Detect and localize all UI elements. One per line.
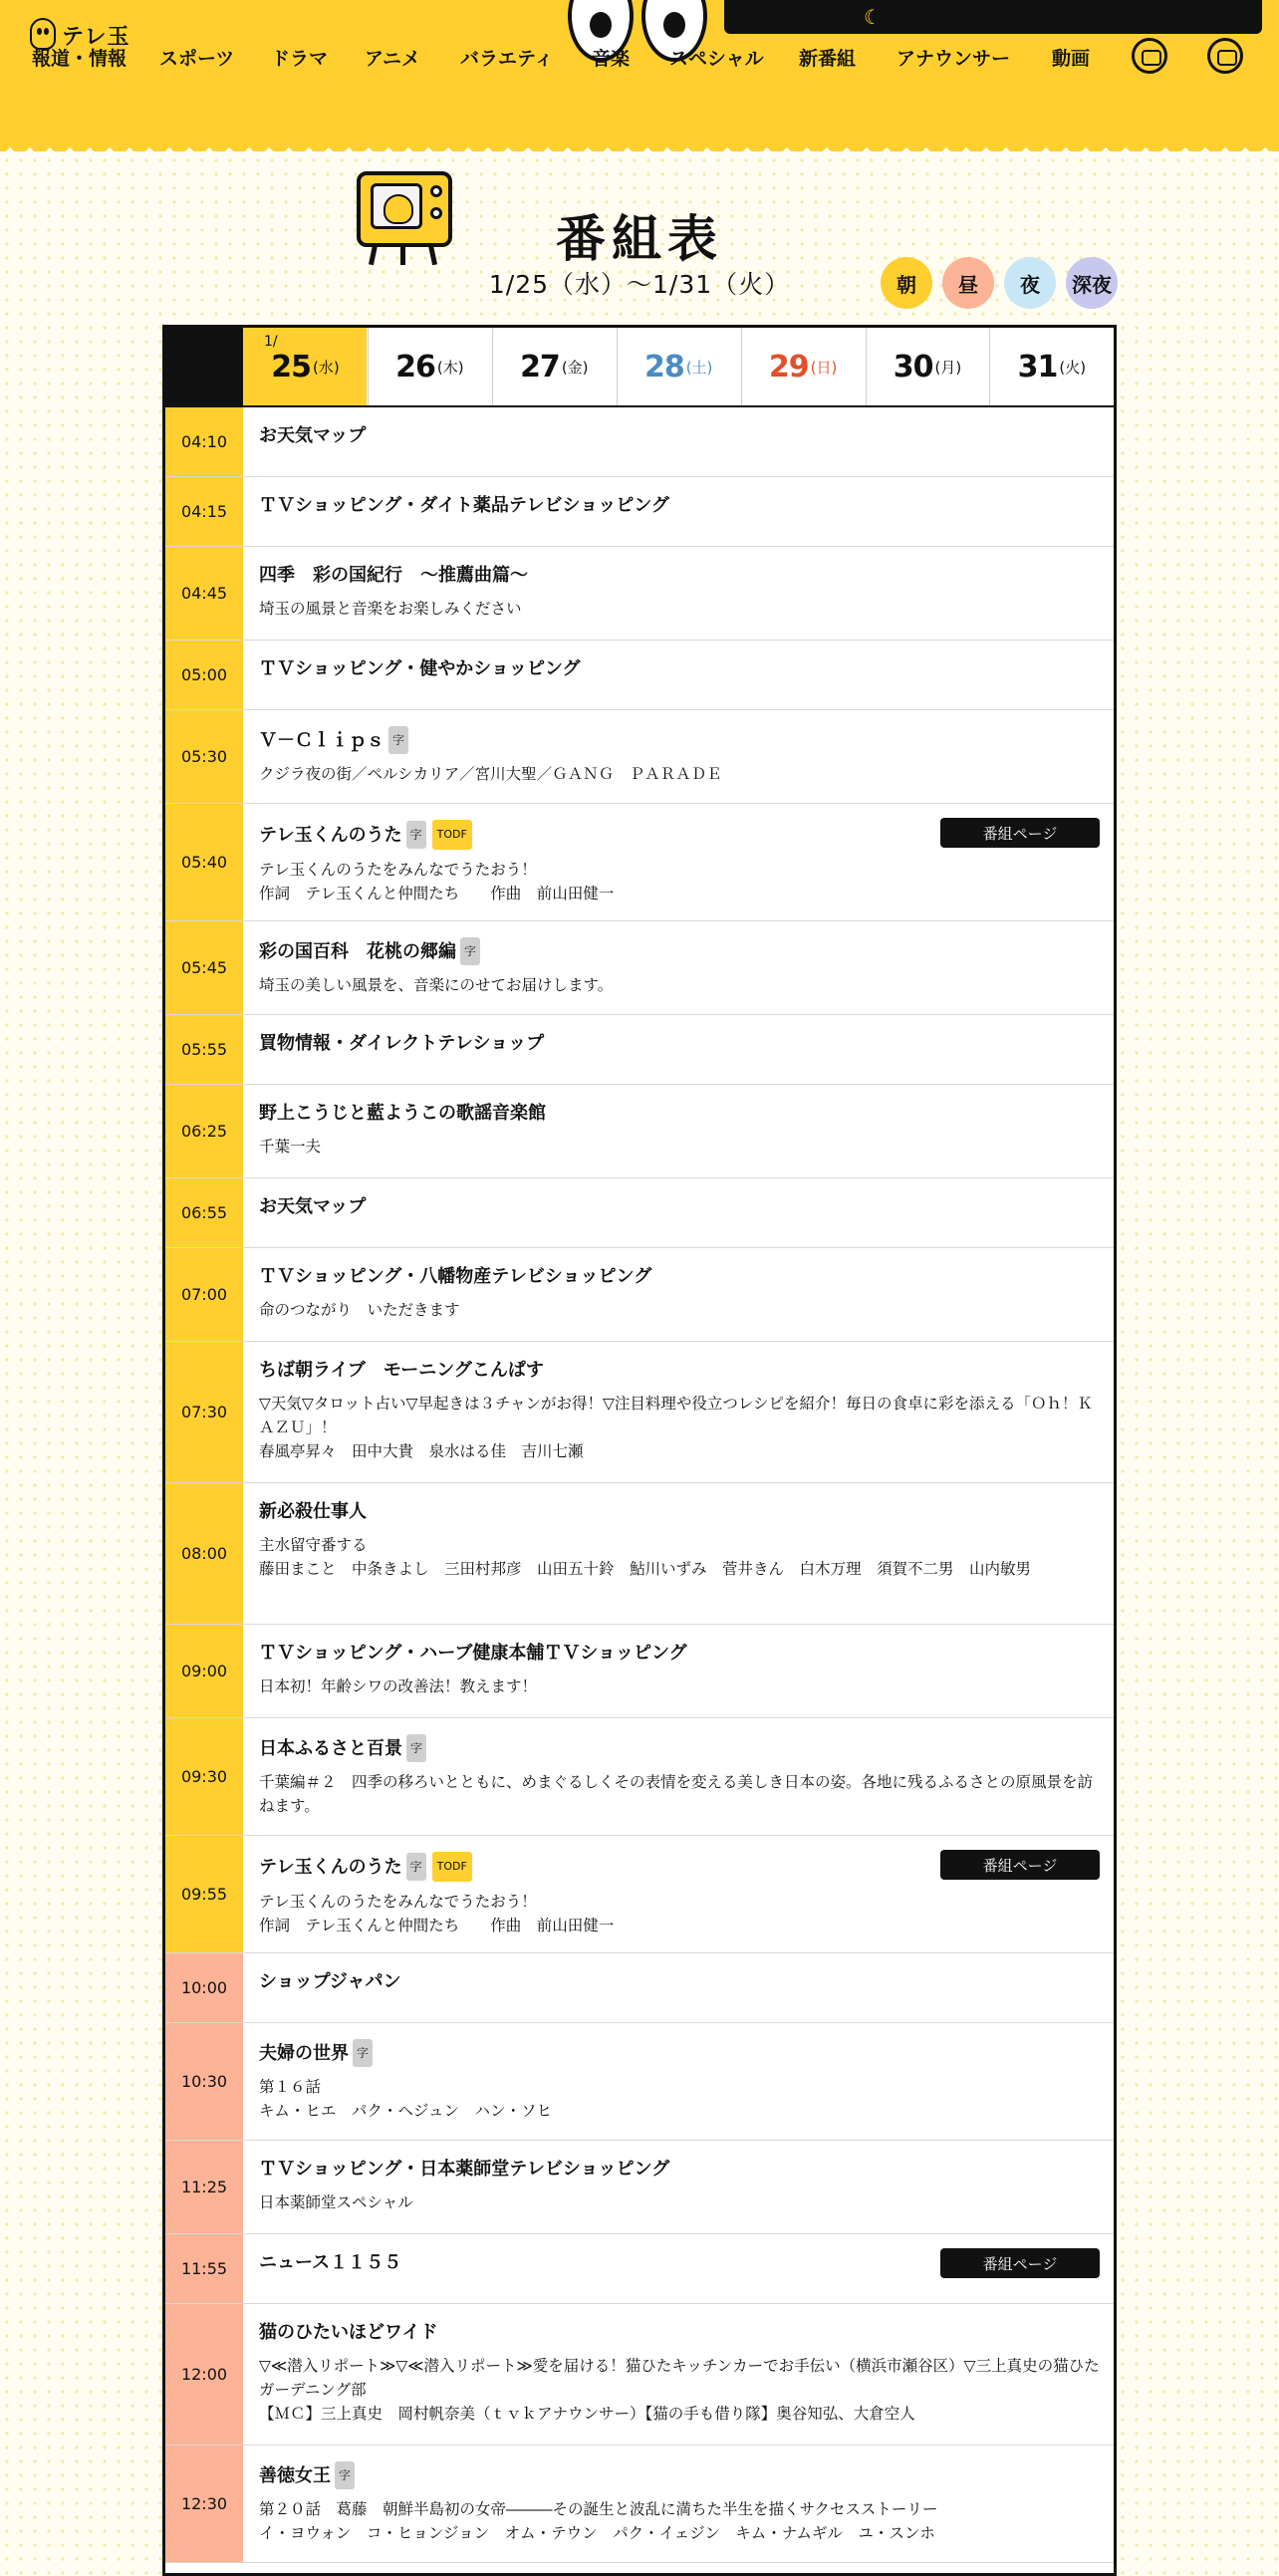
- day-month: 1/: [264, 334, 278, 350]
- program-body: [259, 423, 1100, 449]
- program-row[interactable]: [165, 2234, 1114, 2304]
- program-title-line: [259, 2039, 1100, 2067]
- main-nav: [0, 44, 1279, 74]
- program-body: [259, 2039, 1100, 2123]
- day-number: 30: [893, 349, 933, 385]
- program-title-line: [259, 1499, 1100, 1525]
- program-row[interactable]: [165, 407, 1114, 477]
- mascot-app-icon[interactable]: [1207, 38, 1243, 74]
- program-title[interactable]: 夫婦の世界: [259, 2043, 349, 2064]
- program-time: 11:25: [165, 2141, 243, 2233]
- program-body: [259, 2461, 1100, 2545]
- program-title-line: [259, 2320, 1100, 2346]
- program-body: [259, 1358, 1100, 1463]
- day-weekday: (日): [810, 358, 838, 377]
- nav-announcers[interactable]: アナウンサー: [896, 48, 1011, 70]
- program-description: [259, 2075, 1100, 2123]
- program-title[interactable]: ショップジャパン: [259, 1971, 401, 1992]
- program-row[interactable]: [165, 477, 1114, 547]
- program-time: 11:55: [165, 2234, 243, 2303]
- filter-morning-button[interactable]: 朝: [881, 257, 932, 309]
- program-description-line: 藤田まこと 中条きよし 三田村邦彦 山田五十鈴 鮎川いずみ 菅井きん 白木万理 須賀不二男 山内敏男: [259, 1560, 1032, 1578]
- program-title[interactable]: 四季 彩の国紀行 ～推薦曲篇～: [259, 565, 528, 586]
- program-description-line: 【ＭＣ】三上真史 岡村帆奈美（ｔｖｋアナウンサー）【猫の手も借り隊】奥谷知弘、大倉空人: [259, 2405, 915, 2423]
- program-description: [259, 1890, 1100, 1937]
- program-title[interactable]: ちば朝ライブ モーニングこんぱす: [259, 1360, 544, 1381]
- program-time: 12:30: [165, 2446, 243, 2562]
- program-title-line: [259, 2461, 1100, 2489]
- program-body: [259, 1194, 1100, 1220]
- program-title[interactable]: ＴＶショッピング・ダイト薬品テレビショッピング: [259, 495, 669, 516]
- program-time: 05:55: [165, 1015, 243, 1084]
- nav-drama[interactable]: ドラマ: [271, 48, 329, 70]
- program-title[interactable]: ニュース１１５５: [259, 2252, 402, 2273]
- program-description: [259, 1135, 1100, 1159]
- program-title[interactable]: ＴＶショッピング・日本薬師堂テレビショッピング: [259, 2159, 670, 2180]
- mode-toggle-bar[interactable]: [724, 0, 1262, 34]
- day-weekday: (木): [436, 358, 464, 377]
- site-header: [0, 0, 1279, 139]
- logo-text: テレ玉: [62, 25, 130, 50]
- day-tabs: [165, 328, 1114, 407]
- program-title-line: [259, 1641, 1100, 1667]
- program-description: [259, 1298, 1100, 1322]
- program-body: [259, 493, 1100, 519]
- program-title[interactable]: 買物情報・ダイレクトテレショップ: [259, 1033, 545, 1054]
- filter-evening-button[interactable]: 夜: [1004, 257, 1056, 309]
- program-row[interactable]: [165, 1625, 1114, 1718]
- program-description-line: 千葉編＃２ 四季の移ろいとともに、めまぐるしくその表情を変える美しき日本の姿。各地に残るふるさとの原風景を訪ねます。: [259, 1773, 1094, 1815]
- program-body: [259, 2320, 1100, 2426]
- day-tabs-corner: [165, 328, 243, 405]
- program-body: [259, 1641, 1100, 1698]
- program-body: [259, 1264, 1100, 1322]
- program-body: [259, 1101, 1100, 1159]
- day-tab-25[interactable]: [243, 328, 367, 405]
- program-title[interactable]: Ｖ－Ｃｌｉｐｓ: [259, 730, 384, 751]
- program-time: 10:00: [165, 1953, 243, 2022]
- program-description-line: 千葉一夫: [259, 1138, 322, 1156]
- day-number: 27: [520, 349, 560, 385]
- program-title-line: [259, 2157, 1100, 2183]
- program-description-line: 第１６話: [259, 2078, 322, 2096]
- nav-music[interactable]: 音楽: [592, 48, 631, 70]
- program-time: 09:00: [165, 1625, 243, 1717]
- day-weekday: (水): [313, 358, 340, 377]
- day-tab-28[interactable]: [617, 328, 740, 405]
- program-title[interactable]: テレ玉くんのうた: [259, 825, 402, 846]
- program-row[interactable]: [165, 1718, 1114, 1836]
- program-time: 06:55: [165, 1178, 243, 1247]
- program-time: 05:45: [165, 921, 243, 1014]
- day-tab-26[interactable]: [368, 328, 491, 405]
- program-title[interactable]: ＴＶショッピング・ハーブ健康本舗ＴＶショッピング: [259, 1643, 687, 1664]
- subtitle-badge: 字: [406, 1734, 426, 1762]
- program-page-button[interactable]: 番組ページ: [940, 818, 1100, 848]
- program-page-button[interactable]: 番組ページ: [940, 2248, 1100, 2278]
- day-number: 25: [271, 349, 312, 385]
- program-title-line: [259, 1734, 1100, 1762]
- program-description-line: 主水留守番する: [259, 1536, 368, 1554]
- program-title-line: [259, 1358, 1100, 1384]
- nav-special[interactable]: スペシャル: [669, 48, 764, 70]
- program-title-line: [259, 1264, 1100, 1290]
- day-tab-30[interactable]: [866, 328, 989, 405]
- program-body: [259, 1969, 1100, 1995]
- program-body: [259, 656, 1100, 682]
- program-description-line: テレ玉くんのうたをみんなでうたおう！: [259, 861, 537, 879]
- program-title[interactable]: 新必殺仕事人: [259, 1501, 367, 1522]
- program-description-line: イ・ヨウォン コ・ヒョンジョン オム・テウン パク・イェジン キム・ナムギル ユ・スンホ: [259, 2524, 935, 2542]
- program-body: [259, 1499, 1100, 1581]
- program-description: [259, 2190, 1100, 2214]
- day-number: 31: [1017, 349, 1058, 385]
- program-title[interactable]: 日本ふるさと百景: [259, 1738, 402, 1759]
- day-weekday: (金): [561, 358, 589, 377]
- program-description: [259, 2497, 1100, 2545]
- program-description-line: 作詞 テレ玉くんと仲間たち 作曲 前山田健一: [259, 885, 615, 902]
- subtitle-badge: 字: [388, 726, 408, 754]
- program-description-line: 第２０話 葛藤 朝鮮半島初の女帝―――その誕生と波乱に満ちた半生を描くサクセスストーリー: [259, 2500, 938, 2518]
- program-row[interactable]: [165, 1953, 1114, 2023]
- program-title-line: [259, 1194, 1100, 1220]
- day-weekday: (火): [1059, 358, 1087, 377]
- program-row[interactable]: [165, 804, 1114, 921]
- program-title-line: [259, 493, 1100, 519]
- program-row[interactable]: [165, 1483, 1114, 1625]
- program-body: [259, 937, 1100, 997]
- nav-anime[interactable]: アニメ: [365, 48, 421, 70]
- program-time: 07:30: [165, 1342, 243, 1482]
- nav-new-shows[interactable]: 新番組: [799, 48, 857, 70]
- program-title-line: [259, 563, 1100, 589]
- program-time: 04:10: [165, 407, 243, 476]
- date-range: 1/25（水）〜1/31（火）: [488, 270, 791, 299]
- page-title: 番組表: [556, 210, 723, 268]
- program-title[interactable]: 善徳女王: [259, 2465, 331, 2486]
- program-body: [259, 726, 1100, 786]
- day-weekday: (土): [685, 358, 713, 377]
- program-row[interactable]: [165, 921, 1114, 1015]
- program-title-line: [259, 656, 1100, 682]
- subtitle-badge: 字: [460, 937, 480, 965]
- day-weekday: (月): [934, 358, 962, 377]
- program-description: [259, 858, 1100, 905]
- subtitle-badge: 字: [406, 1853, 426, 1881]
- program-title-line: [259, 726, 1100, 754]
- program-body: [259, 2157, 1100, 2214]
- program-time: 05:40: [165, 804, 243, 920]
- program-time: 05:00: [165, 641, 243, 709]
- program-title-line: [259, 937, 1100, 965]
- program-time: 08:00: [165, 1483, 243, 1624]
- program-row[interactable]: [165, 1015, 1114, 1085]
- subtitle-badge: 字: [406, 821, 426, 849]
- nav-sports[interactable]: スポーツ: [159, 48, 235, 70]
- program-title[interactable]: お天気マップ: [259, 425, 367, 446]
- program-description-line: 春風亭昇々 田中大貴 泉水はる佳 吉川七瀬: [259, 1442, 584, 1460]
- program-body: [259, 1031, 1100, 1057]
- program-title-line: [259, 423, 1100, 449]
- program-description: [259, 973, 1100, 997]
- program-title-line: [259, 1969, 1100, 1995]
- program-body: [259, 1734, 1100, 1818]
- program-description: [259, 1533, 1100, 1581]
- day-tab-29[interactable]: [741, 328, 865, 405]
- moon-icon[interactable]: ☾: [864, 5, 882, 29]
- program-row[interactable]: [165, 1085, 1114, 1178]
- program-description-line: ▽天気▽タロット占い▽早起きは３チャンがお得！▽注目料理や役立つレシピを紹介！毎日の食卓に彩を添える「Ｏｈ！ＫＡＺＵ」！: [259, 1395, 1094, 1436]
- program-body: [259, 563, 1100, 621]
- program-description-line: ▽≪潜入リポート≫▽≪潜入リポート≫愛を届ける！猫ひたキッチンカーでお手伝い（横浜市瀬谷区）▽三上真史の猫ひたガーデニング部: [259, 2357, 1100, 2399]
- program-time: 06:25: [165, 1085, 243, 1177]
- program-title[interactable]: 猫のひたいほどワイド: [259, 2322, 438, 2343]
- program-time: 05:30: [165, 710, 243, 803]
- program-title[interactable]: ＴＶショッピング・八幡物産テレビショッピング: [259, 1266, 652, 1287]
- filter-daytime-button[interactable]: 昼: [942, 257, 994, 309]
- program-description: [259, 1392, 1100, 1463]
- program-row[interactable]: [165, 1836, 1114, 1953]
- program-title[interactable]: テレ玉くんのうた: [259, 1857, 402, 1878]
- program-row[interactable]: [165, 1178, 1114, 1248]
- program-description: [259, 762, 1100, 786]
- program-description-line: キム・ヒエ パク・ヘジュン ハン・ソヒ: [259, 2102, 553, 2120]
- day-number: 29: [768, 349, 809, 385]
- program-description: [259, 1770, 1100, 1818]
- program-description-line: 日本薬師堂スペシャル: [259, 2193, 413, 2211]
- todf-badge: TODF: [432, 820, 472, 850]
- mascot-tv-icon[interactable]: [1132, 38, 1167, 74]
- program-time: 07:00: [165, 1248, 243, 1341]
- program-description-line: 作詞 テレ玉くんと仲間たち 作曲 前山田健一: [259, 1917, 615, 1934]
- program-time: 09:30: [165, 1718, 243, 1835]
- program-row[interactable]: [165, 641, 1114, 710]
- program-row[interactable]: [165, 710, 1114, 804]
- schedule-table: [162, 325, 1117, 2576]
- program-time: 04:15: [165, 477, 243, 546]
- program-time: 10:30: [165, 2023, 243, 2140]
- day-tab-31[interactable]: [989, 328, 1113, 405]
- program-description-line: クジラ夜の街／ペルシカリア／宮川大聖／ＧＡＮＧ ＰＡＲＡＤＥ: [259, 765, 722, 783]
- nav-videos[interactable]: 動画: [1052, 48, 1091, 70]
- program-row[interactable]: [165, 2446, 1114, 2563]
- program-description-line: 埼玉の風景と音楽をお楽しみください: [259, 600, 522, 618]
- program-title[interactable]: 野上こうじと藍ようこの歌謡音楽館: [259, 1103, 546, 1124]
- program-time: 09:55: [165, 1836, 243, 1952]
- subtitle-badge: 字: [335, 2461, 355, 2489]
- nav-variety[interactable]: バラエティ: [460, 48, 554, 70]
- program-time: 12:00: [165, 2304, 243, 2445]
- program-page-button[interactable]: 番組ページ: [940, 1850, 1100, 1880]
- program-row[interactable]: [165, 2023, 1114, 2141]
- day-number: 28: [643, 349, 684, 385]
- program-title-line: [259, 1031, 1100, 1057]
- program-description-line: テレ玉くんのうたをみんなでうたおう！: [259, 1893, 537, 1911]
- program-title[interactable]: お天気マップ: [259, 1196, 367, 1217]
- program-description: [259, 2354, 1100, 2426]
- program-row[interactable]: [165, 2141, 1114, 2234]
- program-description: [259, 1674, 1100, 1698]
- header-zigzag-edge: [0, 137, 1279, 151]
- program-time: 04:45: [165, 547, 243, 640]
- day-number: 26: [395, 349, 435, 385]
- program-title[interactable]: ＴＶショッピング・健やかショッピング: [259, 658, 581, 679]
- program-description-line: 日本初！年齢シワの改善法！教えます！: [259, 1677, 538, 1695]
- program-row[interactable]: [165, 1342, 1114, 1483]
- todf-badge: TODF: [432, 1852, 472, 1882]
- program-description: [259, 597, 1100, 621]
- subtitle-badge: 字: [353, 2039, 373, 2067]
- program-description-line: 命のつながり いただきます: [259, 1301, 460, 1319]
- program-title[interactable]: 彩の国百科 花桃の郷編: [259, 941, 456, 962]
- program-description-line: 埼玉の美しい風景を、音楽にのせてお届けします。: [259, 976, 614, 994]
- nav-news[interactable]: 報道・情報: [32, 48, 128, 70]
- program-row[interactable]: [165, 2304, 1114, 2446]
- filter-late-night-button[interactable]: 深夜: [1066, 257, 1118, 309]
- day-tab-27[interactable]: [492, 328, 616, 405]
- program-row[interactable]: [165, 547, 1114, 641]
- program-row[interactable]: [165, 1248, 1114, 1342]
- program-title-line: [259, 1101, 1100, 1127]
